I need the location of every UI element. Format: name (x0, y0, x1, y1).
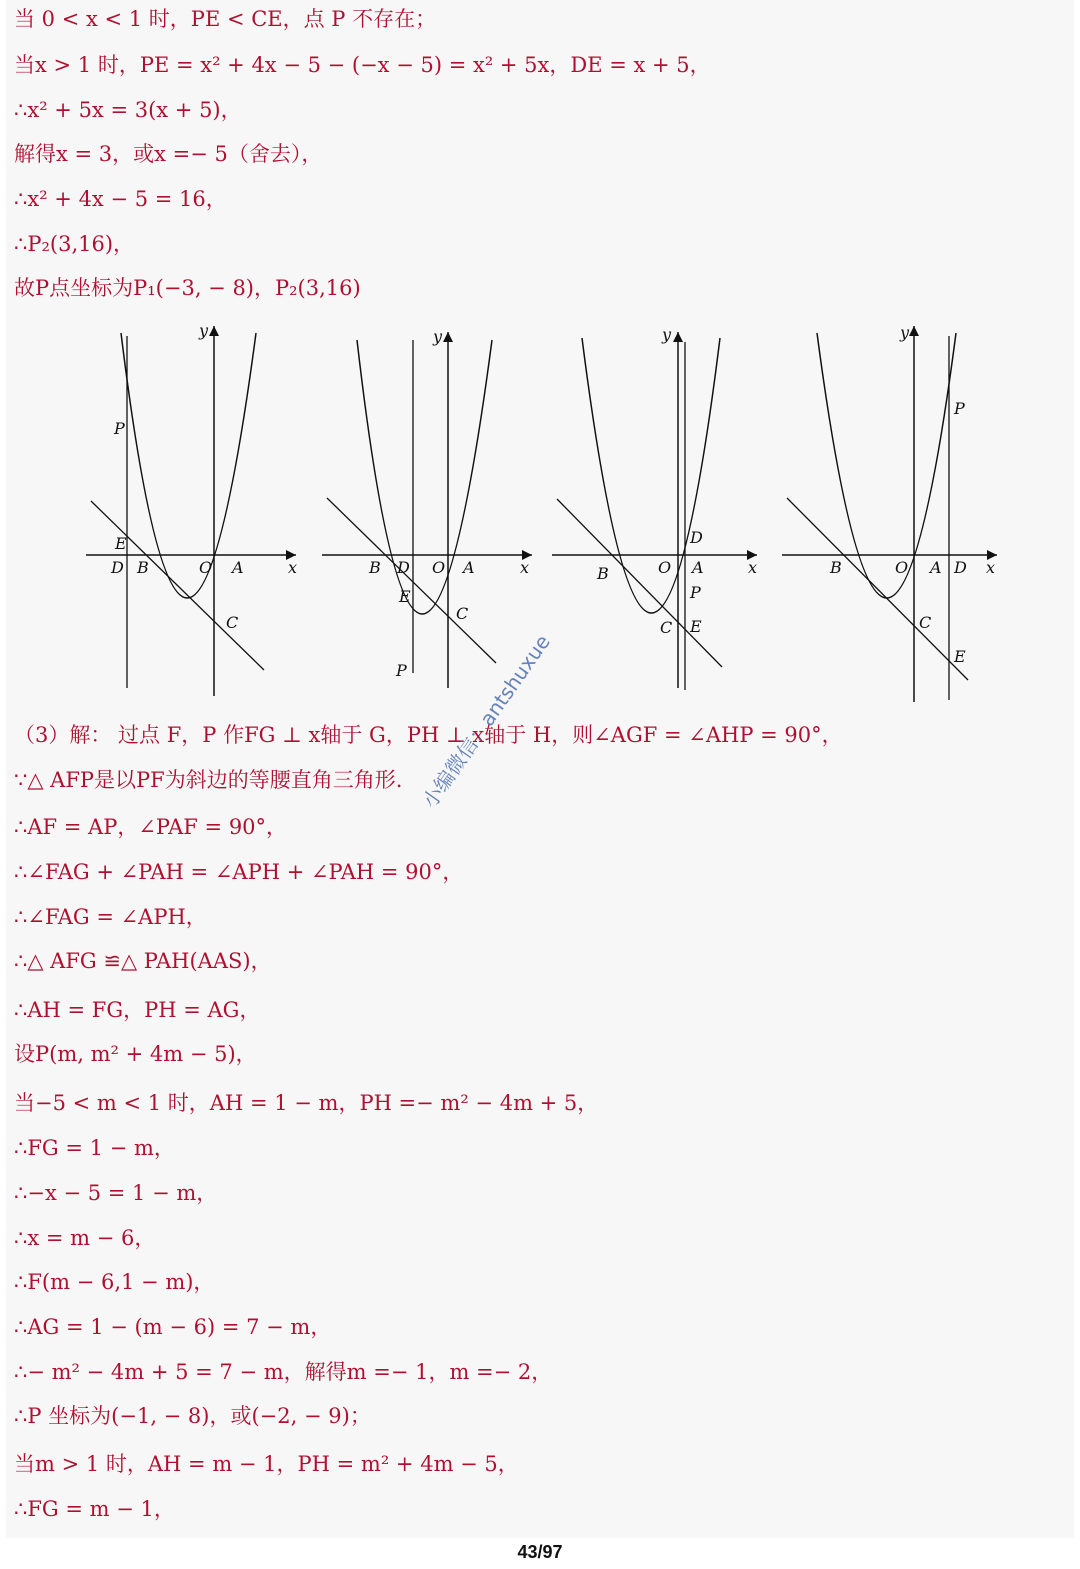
label-A: A (692, 558, 704, 577)
text-line: （3）解： 过点 F，P 作FG ⊥ x轴于 G，PH ⊥ x轴于 H，则∠AGF = ∠AHP = 90°， (14, 723, 843, 747)
text-line: ∴x = m − 6， (14, 1226, 156, 1250)
label-C: C (919, 613, 932, 632)
label-y: y (662, 325, 672, 344)
label-y: y (433, 327, 443, 346)
label-E: E (954, 647, 966, 666)
text-line: ∴−x − 5 = 1 − m， (14, 1181, 218, 1205)
text-line: ∴∠FAG + ∠PAH = ∠APH + ∠PAH = 90°， (14, 860, 464, 884)
label-O: O (658, 558, 672, 577)
label-y: y (199, 321, 209, 340)
label-y: y (900, 323, 910, 342)
text-line: ∴P 坐标为(−1, − 8)，或(−2, − 9)； (14, 1404, 371, 1428)
text-line: ∴x² + 5x = 3(x + 5)， (14, 98, 242, 122)
text-line: ∴P₂(3,16)， (14, 232, 135, 256)
label-C: C (660, 618, 673, 637)
text-line: 当x > 1 时，PE = x² + 4x − 5 − (−x − 5) = x² + 5x，DE = x + 5， (14, 53, 711, 77)
label-P: P (114, 419, 125, 438)
text-line: ∴FG = m − 1， (14, 1497, 175, 1521)
text-line: ∴− m² − 4m + 5 = 7 − m，解得m =− 1，m =− 2， (14, 1360, 553, 1384)
label-E: E (690, 617, 702, 636)
text-line: ∴AG = 1 − (m − 6) = 7 − m， (14, 1315, 332, 1339)
text-line: 解得x = 3，或x =− 5（舍去）， (14, 142, 323, 166)
figure-4 (782, 323, 997, 702)
text-line: ∴△ AFG ≌△ PAH(AAS)， (14, 949, 272, 973)
figure-3 (552, 325, 757, 690)
figure-2 (322, 327, 532, 688)
label-E: E (115, 534, 127, 553)
label-P: P (396, 661, 407, 680)
figure-1 (86, 321, 297, 696)
label-x: x (288, 558, 298, 577)
label-B: B (597, 564, 609, 583)
label-D: D (954, 558, 967, 577)
label-O: O (895, 558, 909, 577)
label-O: O (432, 558, 446, 577)
label-B: B (369, 558, 381, 577)
label-x: x (520, 558, 530, 577)
label-C: C (226, 613, 239, 632)
label-A: A (463, 558, 475, 577)
text-line: 设P(m, m² + 4m − 5)， (14, 1042, 257, 1066)
label-P: P (690, 583, 701, 602)
label-x: x (986, 558, 996, 577)
text-line: ∵△ AFP是以PF为斜边的等腰直角三角形. (14, 768, 403, 792)
text-line: 故P点坐标为P₁(−3, − 8)，P₂(3,16) (14, 276, 361, 300)
text-line: ∴FG = 1 − m， (14, 1136, 175, 1160)
page-number: 43/97 (517, 1542, 563, 1562)
label-B: B (830, 558, 842, 577)
label-E: E (399, 587, 411, 606)
text-line: ∴x² + 4x − 5 = 16， (14, 187, 227, 211)
label-O: O (199, 558, 213, 577)
label-A: A (930, 558, 942, 577)
text-line: 当 0 < x < 1 时，PE < CE，点 P 不存在； (14, 7, 437, 31)
label-B: B (137, 558, 149, 577)
label-x: x (748, 558, 758, 577)
label-D: D (690, 528, 703, 547)
text-line: ∴AF = AP，∠PAF = 90°， (14, 815, 288, 839)
label-P: P (954, 399, 965, 418)
text-line: ∴F(m − 6,1 − m)， (14, 1270, 215, 1294)
text-line: ∴AH = FG，PH = AG， (14, 998, 261, 1022)
label-D: D (397, 558, 410, 577)
text-line: 当−5 < m < 1 时，AH = 1 − m，PH =− m² − 4m + 5， (14, 1091, 599, 1115)
text-line: 当m > 1 时，AH = m − 1，PH = m² + 4m − 5， (14, 1452, 519, 1476)
label-D: D (111, 558, 124, 577)
document-page (6, 0, 1074, 1538)
text-line: ∴∠FAG = ∠APH， (14, 905, 207, 929)
watermark: 小编微信：antshuxue (417, 630, 555, 813)
label-C: C (456, 604, 469, 623)
label-A: A (232, 558, 244, 577)
